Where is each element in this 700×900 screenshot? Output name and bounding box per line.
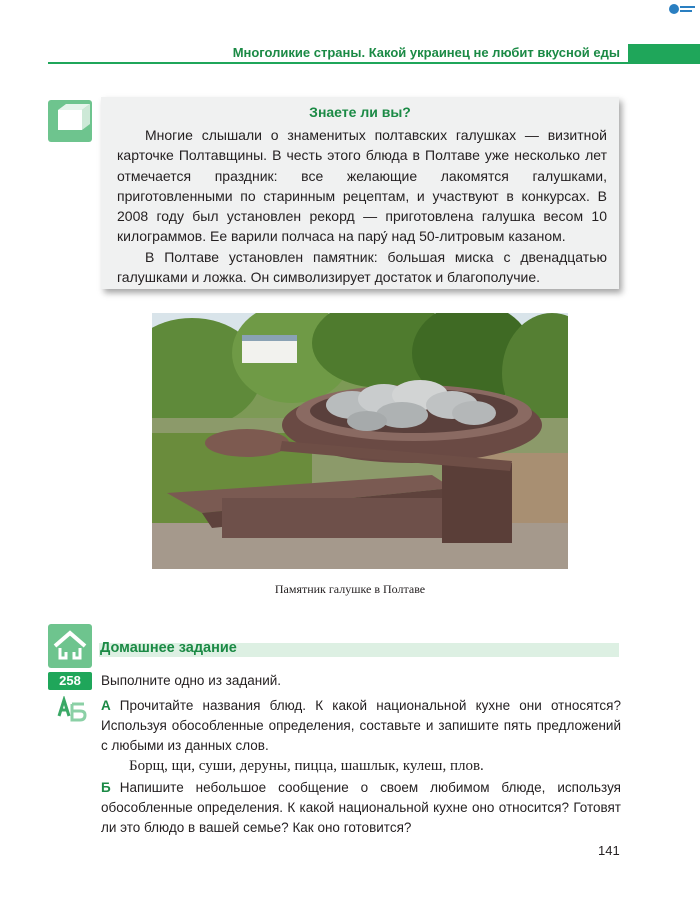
did-you-know-title: Знаете ли вы? [309, 104, 411, 120]
publisher-logo-icon [668, 3, 696, 15]
exercise-intro: Выполните одно из заданий. [101, 673, 282, 688]
task-a-letter: А [101, 698, 111, 713]
homework-house-icon [48, 624, 92, 668]
info-paragraph: Многие слышали о знаменитых полтавских галушках — визитной карточке Полтавщины. В честь этого блюда в Полтаве уже несколько лет отмечается праздник: все желающие лакомятся галушками, приготовленными по старинным рецептам, и участвуют в конкурсах. В 2008 году был установлен рекорд — приготовлена галушка весом 10 килограммов. Ее варили полчаса на пару́ над 50-литровым казаном. [117, 127, 607, 245]
task-a-text: Прочитайте названия блюд. К какой национальной кухне они относятся? Используя обособленные определения, составьте и запишите пять предложений с любыми из данных слов. [101, 698, 621, 753]
did-you-know-text [117, 125, 607, 287]
info-paragraph: В Полтаве установлен памятник: большая миска с двенадцатью галушками и ложка. Он символизирует достаток и благополучие. [117, 248, 607, 286]
header-tab [628, 44, 700, 64]
header-rule [48, 62, 700, 64]
task-b [101, 778, 621, 838]
task-b-text: Напишите небольшое сообщение о своем любимом блюде, используя обособленные определения. К какой национальной кухне оно относится? Готовят ли это блюдо в вашей семье? Как оно готовится? [101, 780, 621, 835]
running-title: Многоликие страны. Какой украинец не любит вкусной еды [232, 45, 620, 60]
running-header [48, 44, 700, 64]
exercise-number: 258 [48, 672, 92, 690]
figure-caption: Памятник галушке в Полтаве [274, 582, 426, 596]
page-number: 141 [598, 843, 620, 858]
galushka-monument-photo [152, 313, 568, 569]
abv-letters-icon [56, 696, 90, 724]
task-a [101, 696, 621, 756]
did-you-know-box [101, 97, 619, 289]
dish-list: Борщ, щи, суши, деруны, пицца, шашлык, кулеш, плов. [129, 758, 484, 774]
info-book-icon [48, 100, 92, 142]
homework-title: Домашнее задание [100, 640, 237, 656]
task-b-letter: Б [101, 780, 111, 795]
